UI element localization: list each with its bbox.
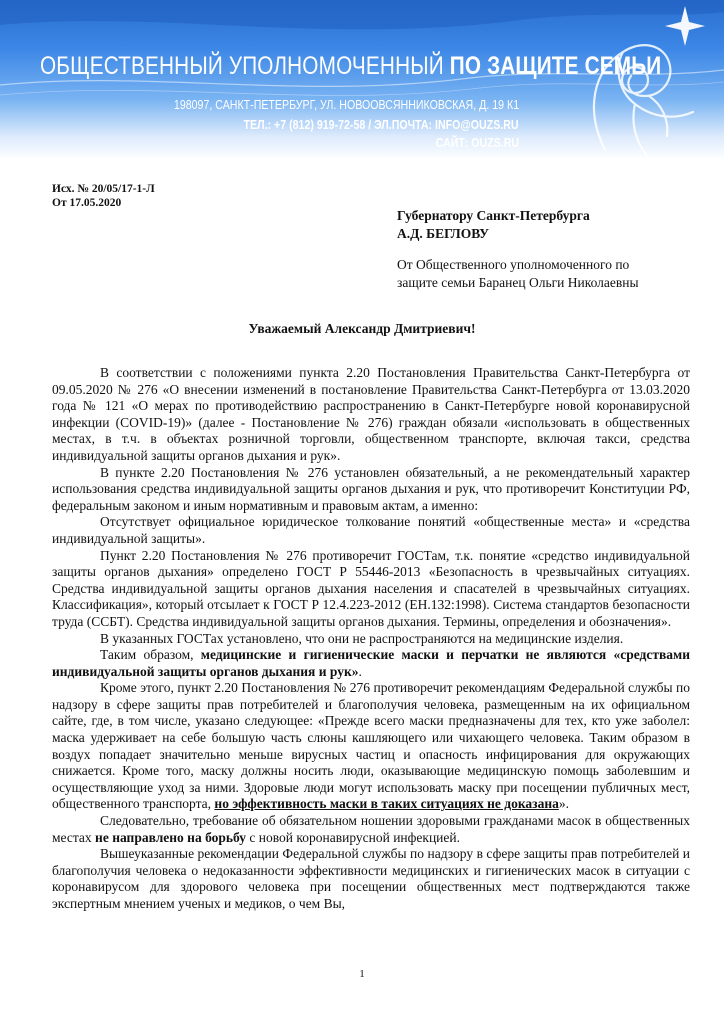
letterhead-title: ОБЩЕСТВЕННЫЙ УПОЛНОМОЧЕННЫЙ ПО ЗАЩИТЕ СЕМЬИ bbox=[40, 52, 662, 80]
paragraph: Вышеуказанные рекомендации Федеральной службы по надзору в сфере защиты прав потребителей и благополучия человека о недоказанности эффективности медицинских и гигиенических масок в ситуации с коронавирусом для здорового человека при посещении общественных мест подтверждаются также экспертным мнением ученых и медиков, о чем Вы, bbox=[52, 846, 690, 911]
letterhead-contacts: ТЕЛ.: +7 (812) 919-72-58 / ЭЛ.ПОЧТА: INFO@OUZS.RU bbox=[243, 118, 519, 132]
paragraph: Пункт 2.20 Постановления № 276 противоречит ГОСТам, т.к. понятие «средство индивидуальной защиты органов дыхания» определено ГОСТ Р 55446-2013 «Безопасность в чрезвычайных ситуациях. Средства индивидуальной защиты органов дыхания населения и спасателей в чрезвычайных ситуациях. Классификация», который отсылает к ГОСТ Р 12.4.223-2012 (ЕН.132:1998). Система стандартов безопасности труда (ССБТ). Средства индивидуальной защиты органов дыхания. Термины, определения и обозначения». bbox=[52, 547, 690, 629]
salutation: Уважаемый Александр Дмитриевич! bbox=[248, 321, 476, 336]
paragraph: Таким образом, медицинские и гигиенические маски и перчатки не являются «средствами индивидуальной защиты органов дыхания и рук». bbox=[52, 647, 690, 679]
letter-body bbox=[52, 365, 690, 913]
paragraph: Отсутствует официальное юридическое толкование понятий «общественные места» и «средства индивидуальной защиты». bbox=[52, 514, 690, 546]
emphasis: не направлено на борьбу bbox=[95, 829, 247, 845]
paragraph: Кроме этого, пункт 2.20 Постановления № 276 противоречит рекомендациям Федеральной службы по надзору в сфере защиты прав потребителей и благополучия человека, размещенным на их официальном сайте, где, в том числе, указано следующее: «Прежде всего маски предназначены для тех, кто уже заболел: маска удерживает на себе большую часть слюны кашляющего или чихающего человека. Таким образом в воздух попадает значительно меньше вирусных частиц и опасность инфицирования для окружающих снижается. Кроме того, маску должны носить люди, оказывающие медицинскую помощь заболевшим и осуществляющие уход за ними. Здоровые люди могут использовать маску при посещении публичных мест, общественного транспорта, но эффективность маски в таких ситуациях не доказана». bbox=[52, 680, 690, 812]
sender-block: От Общественного уполномоченного по защите семьи Баранец Ольги Николаевны bbox=[397, 257, 639, 290]
emphasis: медицинские и гигиенические маски и перчатки не являются «средствами индивидуальной защиты органов дыхания и рук» bbox=[52, 647, 690, 679]
outgoing-reference bbox=[52, 182, 155, 210]
emphasis-underlined: но эффективность маски в таких ситуациях не доказана bbox=[214, 796, 559, 812]
letterhead-site: САЙТ: OUZS.RU bbox=[435, 136, 519, 150]
paragraph: В указанных ГОСТах установлено, что они не распространяются на медицинские изделия. bbox=[100, 630, 624, 646]
letterhead-address: 198097, САНКТ-ПЕТЕРБУРГ, УЛ. НОВООВСЯННИКОВСКАЯ, Д. 19 К1 bbox=[173, 98, 519, 112]
outgoing-number: Исх. № 20/05/17-1-Л bbox=[52, 183, 155, 195]
outgoing-date: От 17.05.2020 bbox=[52, 197, 122, 209]
letterhead bbox=[0, 0, 724, 160]
mother-child-logo-icon bbox=[565, 0, 724, 160]
addressee-block: Губернатору Санкт-Петербурга А.Д. БЕГЛОВУ bbox=[397, 208, 590, 241]
paragraph: В соответствии с положениями пункта 2.20 Постановления Правительства Санкт-Петербурга от 09.05.2020 № 276 «О внесении изменений в постановление Правительства Санкт-Петербурга от 13.03.2020 года № 121 «О мерах по противодействию распространению в Санкт-Петербурге новой коронавирусной инфекции (COVID-19)» (далее - Постановление № 276) граждан обязали «использовать в общественных местах, в т.ч. в объектах розничной торговли, общественном транспорте, включая такси, средства индивидуальной защиты органов дыхания и рук». bbox=[52, 365, 690, 463]
paragraph: Следовательно, требование об обязательном ношении здоровыми гражданами масок в общественных местах не направлено на борьбу с новой коронавирусной инфекцией. bbox=[52, 813, 690, 845]
paragraph: В пункте 2.20 Постановления № 276 установлен обязательный, а не рекомендательный характер использования средства индивидуальной защиты органов дыхания и рук, что противоречит Конституции РФ, федеральным законом и иным нормативным и правовым актам, а именно: bbox=[52, 464, 690, 513]
page-number: 1 bbox=[359, 968, 365, 980]
